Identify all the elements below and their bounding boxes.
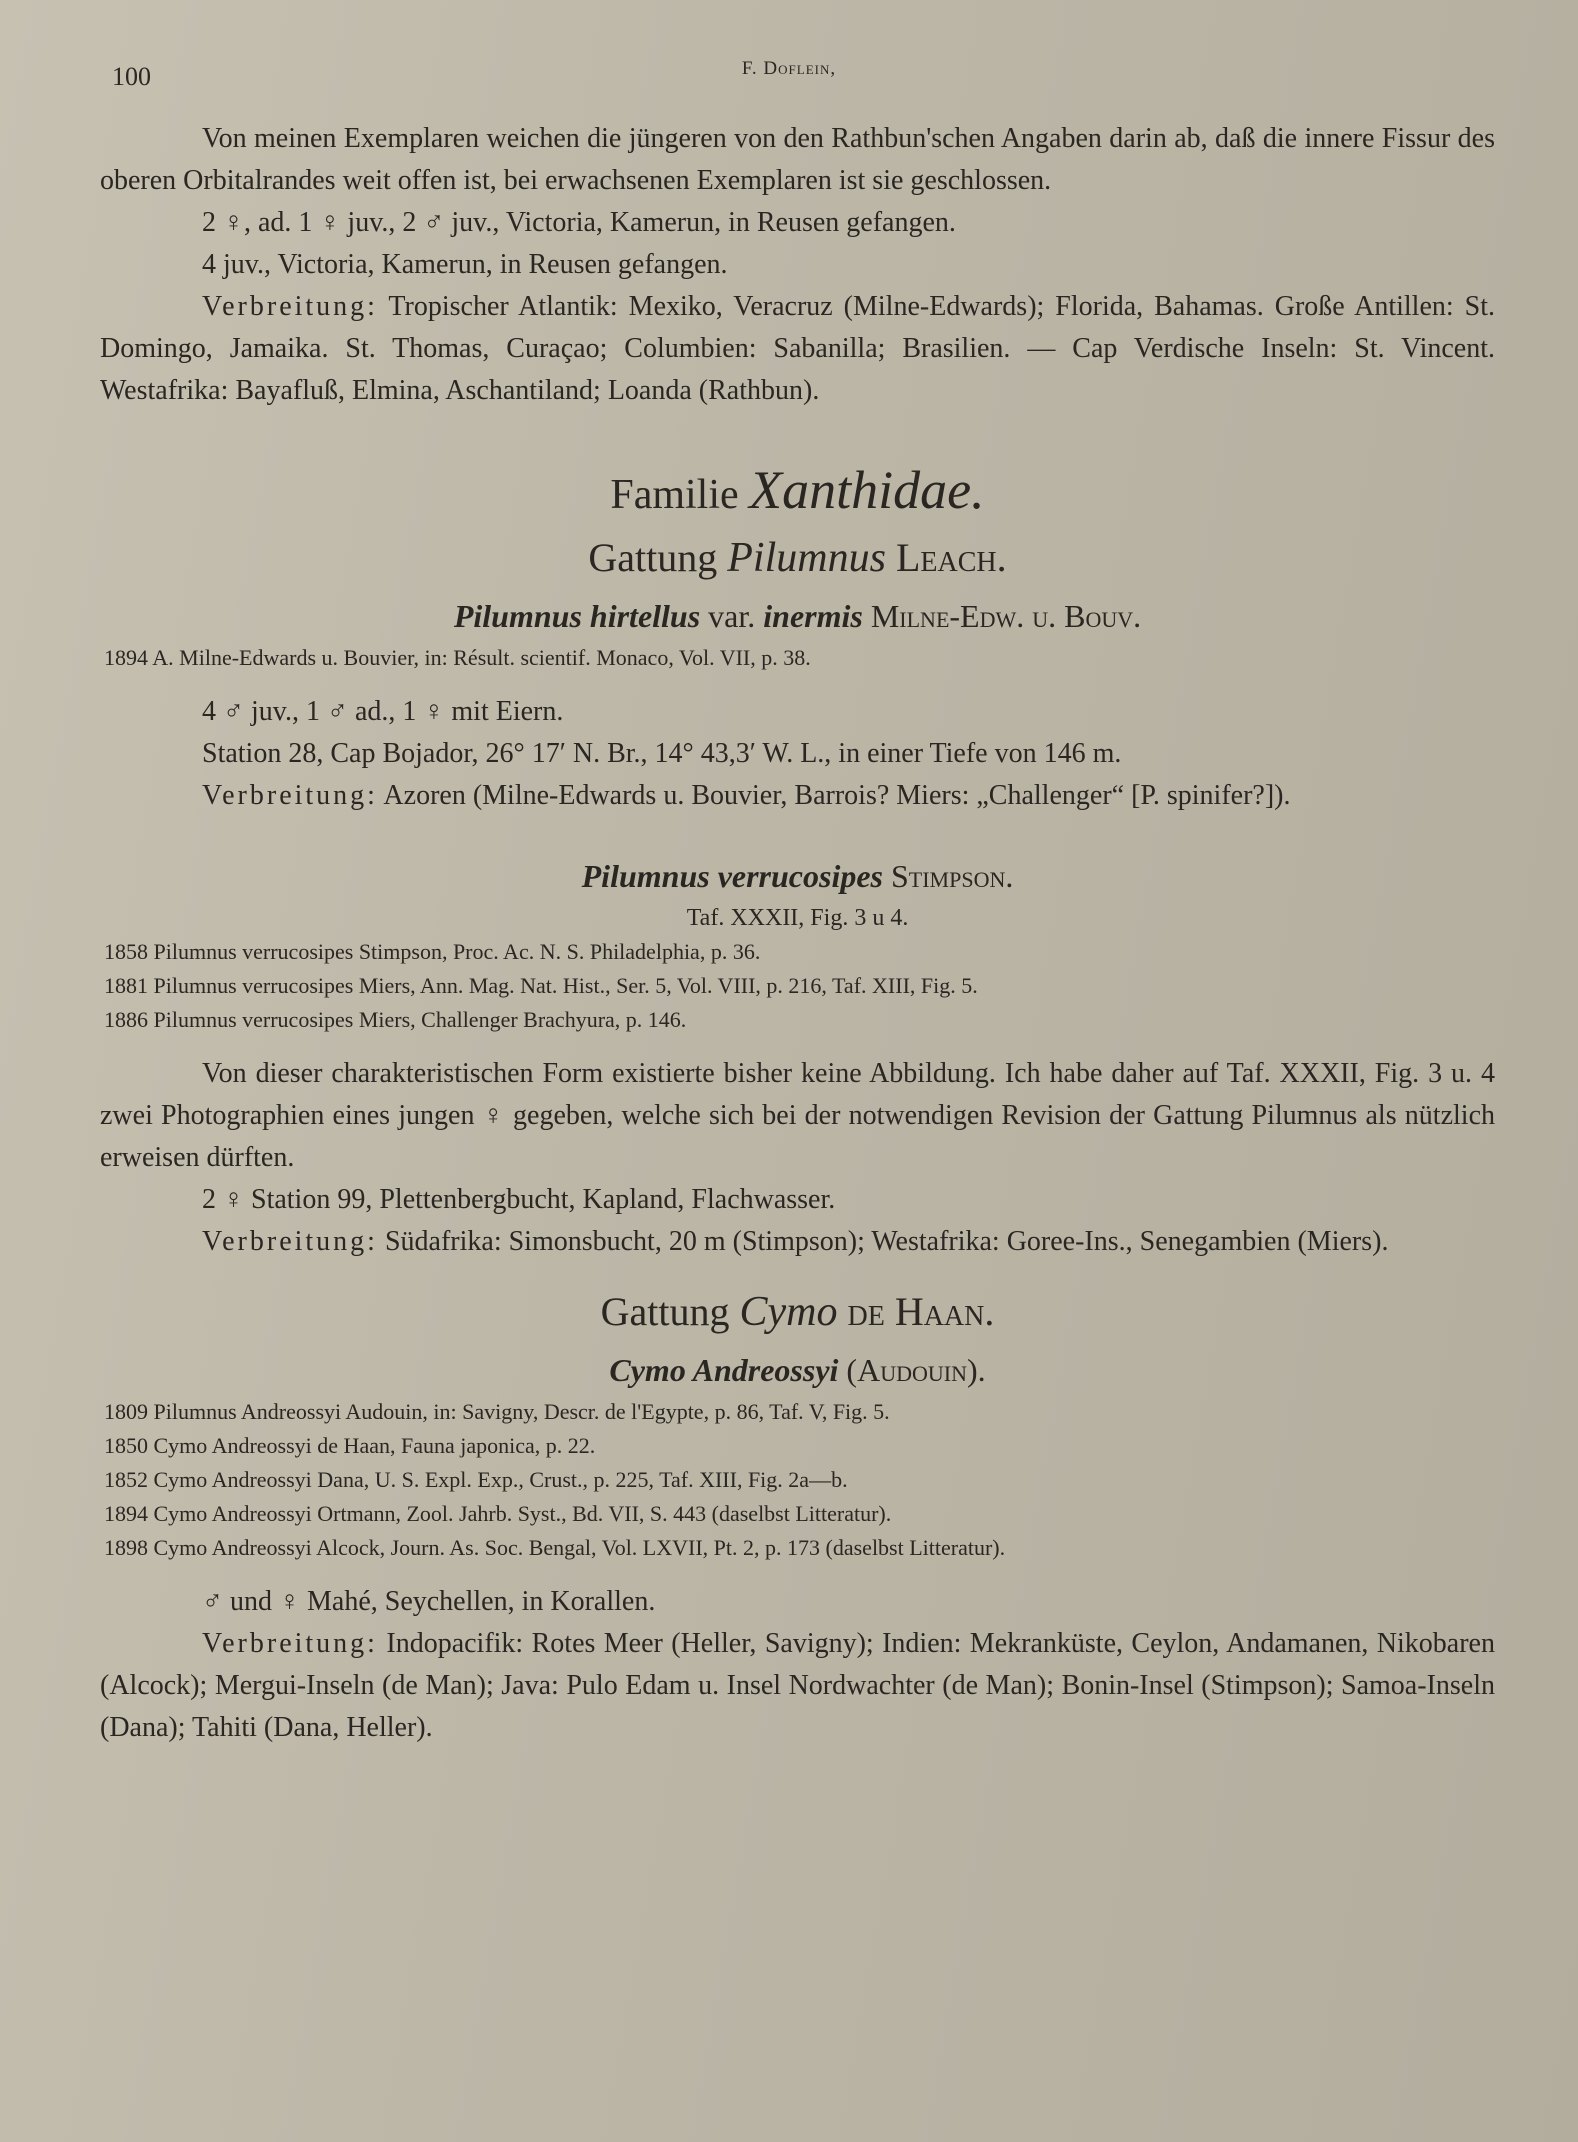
reference-line: 1850 Cymo Andreossyi de Haan, Fauna japonica, p. 22. bbox=[104, 1433, 596, 1458]
verbreitung-andreossyi bbox=[100, 1623, 1495, 1749]
specimens-line: 2 ♀ Station 99, Plettenbergbucht, Kapland, Flachwasser. bbox=[202, 1184, 836, 1215]
reference-line: 1886 Pilumnus verrucosipes Miers, Challenger Brachyura, p. 146. bbox=[104, 1007, 687, 1032]
reference-line: 1894 A. Milne-Edwards u. Bouvier, in: Résult. scientif. Monaco, Vol. VII, p. 38. bbox=[104, 645, 811, 670]
intro-specimens-1: 2 ♀, ad. 1 ♀ juv., 2 ♂ juv., Victoria, Kamerun, in Reusen gefangen. bbox=[202, 207, 956, 238]
genus-name: Cymo bbox=[739, 1289, 838, 1335]
genus-heading-cymo bbox=[100, 1283, 1495, 1341]
intro-paragraph: Von meinen Exemplaren weichen die jüngeren von den Rathbun'schen Angaben darin ab, daß die innere Fissur des oberen Orbitalrandes weit offen ist, bei erwachsenen Exemplaren ist sie geschlossen. bbox=[100, 123, 1495, 196]
verbreitung-label: Verbreitung: bbox=[202, 780, 378, 811]
intro-verbreitung bbox=[100, 286, 1495, 412]
species-author: (Audouin). bbox=[838, 1352, 986, 1388]
genus-author: Leach. bbox=[885, 535, 1007, 580]
genus-heading-pilumnus bbox=[100, 529, 1495, 587]
species-name: Pilumnus hirtellus bbox=[453, 598, 701, 634]
verbreitung-label: Verbreitung: bbox=[202, 291, 378, 322]
verbreitung-verrucosipes bbox=[100, 1221, 1495, 1263]
page-header bbox=[112, 58, 1466, 102]
plate-reference: Taf. XXXII, Fig. 3 u 4. bbox=[686, 905, 909, 931]
intro-specimens-2: 4 juv., Victoria, Kamerun, in Reusen gefangen. bbox=[202, 249, 728, 280]
reference-line: 1852 Cymo Andreossyi Dana, U. S. Expl. Exp., Crust., p. 225, Taf. XIII, Fig. 2a—b. bbox=[104, 1467, 848, 1492]
reference-line: 1898 Cymo Andreossyi Alcock, Journ. As. Soc. Bengal, Vol. LXVII, Pt. 2, p. 173 (daselbst Litteratur). bbox=[104, 1535, 1006, 1560]
species-author: Stimpson. bbox=[883, 858, 1014, 894]
reference-line: 1894 Cymo Andreossyi Ortmann, Zool. Jahrb. Syst., Bd. VII, S. 443 (daselbst Litteratur). bbox=[104, 1501, 892, 1526]
specimens-line: 4 ♂ juv., 1 ♂ ad., 1 ♀ mit Eiern. bbox=[202, 696, 564, 727]
family-prefix: Familie bbox=[610, 472, 739, 518]
family-heading bbox=[100, 460, 1495, 525]
reference-line: 1881 Pilumnus verrucosipes Miers, Ann. Mag. Nat. Hist., Ser. 5, Vol. VIII, p. 216, Taf. XIII, Fig. 5. bbox=[104, 973, 978, 998]
genus-name: Pilumnus bbox=[727, 535, 886, 581]
genus-prefix: Gattung bbox=[588, 535, 718, 580]
verbreitung-hirtellus bbox=[100, 775, 1495, 817]
species-varname: inermis bbox=[763, 598, 863, 634]
verbreitung-text: Tropischer Atlantik: Mexiko, Veracruz (Milne-Edwards); Florida, Bahamas. Große Antillen: St. Domingo, Jamaika. St. Thomas, Curaçao; Columbien: Sabanilla; Brasilien. — Cap Verdische Inseln: St. Vincent. Westafrika: Bayafluß, Elmina, Aschantiland; Loanda (Rathbun). bbox=[100, 291, 1495, 406]
genus-prefix: Gattung bbox=[600, 1289, 730, 1334]
species-name: Cymo Andreossyi bbox=[609, 1352, 839, 1388]
genus-author: de Haan. bbox=[837, 1289, 995, 1334]
station-line: Station 28, Cap Bojador, 26° 17′ N. Br., 14° 43,3′ W. L., in einer Tiefe von 146 m. bbox=[202, 738, 1122, 769]
reference-line: 1858 Pilumnus verrucosipes Stimpson, Proc. Ac. N. S. Philadelphia, p. 36. bbox=[104, 939, 761, 964]
description-paragraph: Von dieser charakteristischen Form existierte bisher keine Abbildung. Ich habe daher auf Taf. XXXII, Fig. 3 u. 4 zwei Photographien eines jungen ♀ gegeben, welche sich bei der notwendigen Revision der Gattung Pilumnus als nützlich erweisen dürften. bbox=[100, 1058, 1495, 1173]
family-name: Xanthidae. bbox=[749, 460, 985, 520]
species-var: var. bbox=[700, 598, 764, 634]
reference-line: 1809 Pilumnus Andreossyi Audouin, in: Savigny, Descr. de l'Egypte, p. 86, Taf. V, Fig. 5. bbox=[104, 1399, 890, 1424]
species-heading-verrucosipes bbox=[100, 851, 1495, 901]
species-name: Pilumnus verrucosipes bbox=[581, 858, 883, 894]
verbreitung-label: Verbreitung: bbox=[202, 1226, 378, 1257]
verbreitung-label: Verbreitung: bbox=[202, 1628, 378, 1659]
species-author: Milne-Edw. u. Bouv. bbox=[862, 598, 1142, 634]
specimens-line: ♂ und ♀ Mahé, Seychellen, in Korallen. bbox=[202, 1586, 656, 1617]
verbreitung-text: Südafrika: Simonsbucht, 20 m (Stimpson); Westafrika: Goree-Ins., Senegambien (Miers). bbox=[377, 1226, 1389, 1257]
running-head: F. Doflein, bbox=[741, 58, 837, 79]
verbreitung-text: Indopacifik: Rotes Meer (Heller, Savigny); Indien: Mekranküste, Ceylon, Andamanen, Nikobaren (Alcock); Mergui-Inseln (de Man); Java: Pulo Edam u. Insel Nordwachter (de Man); Bonin-Insel (Stimpson); Samoa-Inseln (Dana); Tahiti (Dana, Heller). bbox=[100, 1628, 1495, 1743]
species-heading-hirtellus bbox=[100, 591, 1495, 641]
page-content bbox=[100, 118, 1495, 1749]
page-number: 100 bbox=[112, 62, 151, 91]
verbreitung-text: Azoren (Milne-Edwards u. Bouvier, Barrois? Miers: „Challenger“ [P. spinifer?]). bbox=[377, 780, 1291, 811]
species-heading-andreossyi bbox=[100, 1345, 1495, 1395]
